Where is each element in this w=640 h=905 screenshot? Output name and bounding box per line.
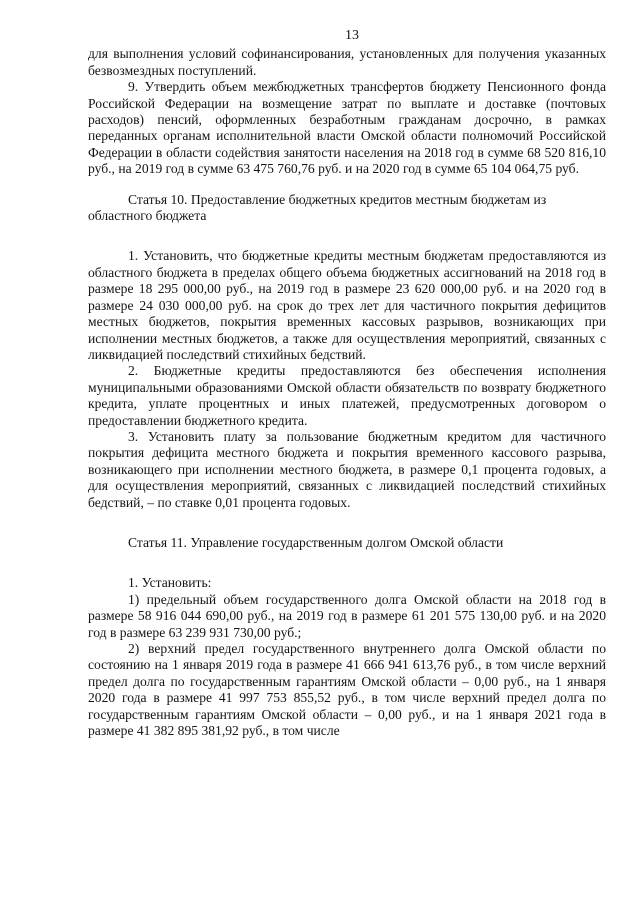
- page-number: 13: [345, 28, 359, 43]
- article-10-item-2: 2. Бюджетные кредиты предоставляются без обеспечения исполнения муниципальными образованиями Омской области обязательств по возврату бюджетного кредита, уплате процентных и иных платежей, предусмотренных договором о предоставлении бюджетного кредита.: [88, 363, 606, 428]
- article-11-title: Статья 11. Управление государственным долгом Омской области: [128, 534, 504, 550]
- article-11-item-1-lead: 1. Установить:: [128, 575, 212, 591]
- article-10-item-3: 3. Установить плату за пользование бюджетным кредитом для частичного покрытия дефицита местного бюджета и покрытия временного кассового разрыва, возникающего при исполнении местного бюджета, в размере 0,1 процента годовых, а для осуществления мероприятий, связанных с ликвидацией последствий стихийных бедствий, – по ставке 0,01 процента годовых.: [88, 428, 606, 510]
- article-11-subitem-2: 2) верхний предел государственного внутреннего долга Омской области по состоянию на 1 января 2019 года в размере 41 666 941 613,76 руб., в том числе верхний предел долга по государственным гарантиям Омской области – 0,00 руб., на 1 января 2020 года в размере 41 997 753 855,52 руб., в том числе верхний предел долга по государственным гарантиям Омской области – 0,00 руб., и на 1 января 2021 года в размере 41 382 895 381,92 руб., в том числе: [88, 641, 606, 739]
- article-10-item-1: 1. Установить, что бюджетные кредиты местным бюджетам предоставляются из областного бюджета в пределах общего объема бюджетных ассигнований на 2018 год в размере 18 295 000,00 руб., на 2019 год в размере 23 620 000,00 руб. и на 2020 год в размере 24 030 000,00 руб. на срок до трех лет для частичного покрытия дефицитов местных бюджетов, покрытия временных кассовых разрывов, возникающих при исполнении местных бюджетов, а также для осуществления мероприятий, связанных с ликвидацией последствий стихийных бедствий.: [88, 248, 606, 362]
- article-10-title: Статья 10. Предоставление бюджетных кредитов местным бюджетам из областного бюджета: [88, 191, 547, 224]
- article-11-subitem-1: 1) предельный объем государственного долга Омской области на 2018 год в размере 58 916 044 690,00 руб., на 2019 год в размере 61 201 575 130,00 руб. и на 2020 год в размере 63 239 931 730,00 руб.;: [88, 591, 606, 640]
- paragraph-9: 9. Утвердить объем межбюджетных трансфертов бюджету Пенсионного фонда Российской Федерации на возмещение затрат по выплате и доставке (почтовых расходов) пенсий, оформленных безработным гражданам досрочно, в рамках переданных органам исполнительной власти Омской области полномочий Российской Федерации в области содействия занятости населения на 2018 год в сумме 68 520 816,10 руб., на 2019 год в сумме 63 475 760,76 руб. и на 2020 год в сумме 65 104 064,75 руб.: [88, 79, 606, 177]
- continuation-paragraph: для выполнения условий софинансирования, установленных для получения указанных безвозмездных поступлений.: [88, 46, 606, 78]
- document-page: [88, 28, 606, 739]
